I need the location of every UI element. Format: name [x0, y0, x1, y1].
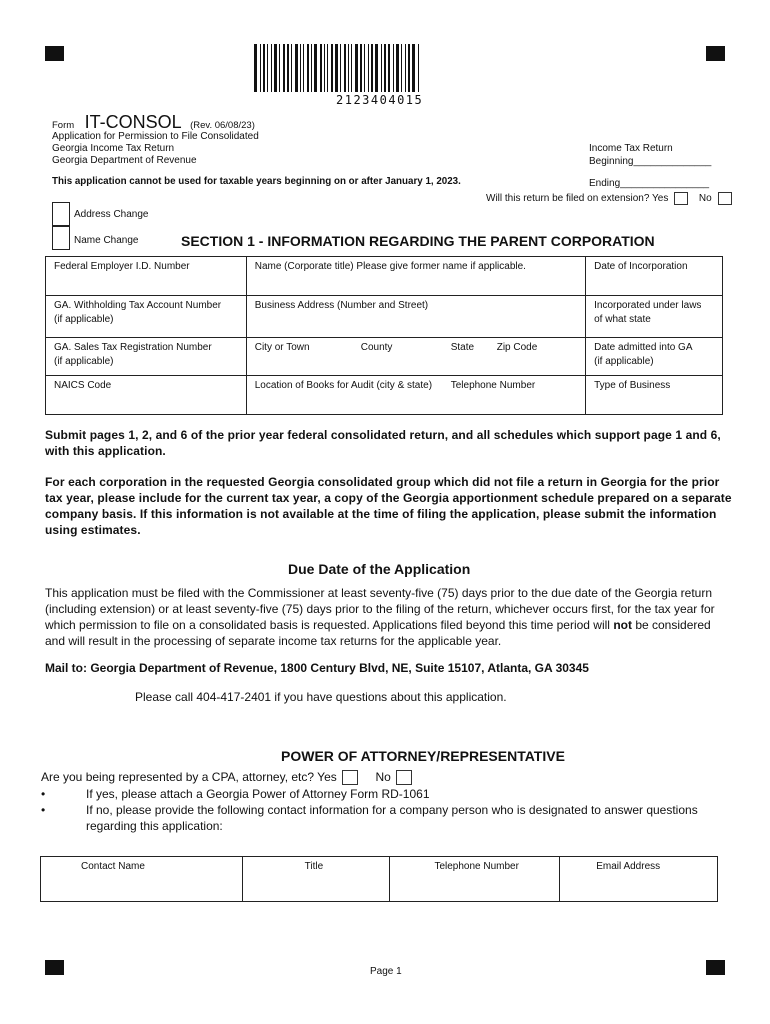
- due-date-body: [45, 585, 731, 649]
- registration-mark-top-right: [706, 46, 725, 61]
- barcode-bar: [314, 44, 317, 92]
- naics-cell[interactable]: [46, 376, 247, 415]
- sales-tax-cell[interactable]: [46, 338, 247, 376]
- barcode-bar: [371, 44, 373, 92]
- barcode-bar: [340, 44, 341, 92]
- title-label: Title: [304, 861, 324, 872]
- description-line-1: Application for Permission to File Consolidated: [52, 131, 259, 142]
- form-label: Form: [52, 120, 75, 131]
- barcode-bar: [300, 44, 301, 92]
- corp-name-label: Name (Corporate title) Please give former name if applicable.: [254, 261, 526, 272]
- barcode-bar: [408, 44, 410, 92]
- poa-bullet-1-text: If yes, please attach a Georgia Power of Attorney Form RD-1061: [86, 787, 430, 801]
- barcode-bar: [311, 44, 312, 92]
- county-label: County: [360, 342, 393, 353]
- address-change-label: Address Change: [74, 209, 149, 220]
- barcode-bar: [279, 44, 280, 92]
- applicability-notice: This application cannot be used for taxable years beginning on or after January 1, 2023.: [52, 176, 461, 187]
- form-title-block: [52, 112, 255, 133]
- barcode-bar: [267, 44, 268, 92]
- representation-yes-checkbox[interactable]: [342, 770, 358, 785]
- city-cell[interactable]: [246, 338, 585, 376]
- barcode-bar: [283, 44, 285, 92]
- barcode-bar: [396, 44, 399, 92]
- description-line-3: Georgia Department of Revenue: [52, 155, 197, 166]
- submit-instructions: Submit pages 1, 2, and 6 of the prior year federal consolidated return, and all schedules which support page 1 and 6, with this application.: [45, 428, 721, 458]
- barcode-bar: [303, 44, 304, 92]
- form-name: IT-CONSOL: [84, 112, 182, 132]
- barcode-bar: [381, 44, 382, 92]
- extension-question-text: Will this return be filed on extension? Yes: [486, 193, 669, 205]
- withholding-cell[interactable]: [46, 296, 247, 338]
- contact-phone: Please call 404-417-2401 if you have questions about this application.: [135, 690, 507, 704]
- barcode-bar: [271, 44, 272, 92]
- books-location-label: Location of Books for Audit (city & state): [254, 380, 433, 391]
- barcode-bar: [320, 44, 322, 92]
- barcode-bar: [405, 44, 406, 92]
- barcode-bar: [287, 44, 289, 92]
- barcode-bar: [331, 44, 333, 92]
- description-line-2: Georgia Income Tax Return: [52, 143, 175, 154]
- section1-title: SECTION 1 - INFORMATION REGARDING THE PARENT CORPORATION: [181, 233, 655, 249]
- incorp-state-label: Incorporated under laws of what state: [594, 300, 702, 325]
- business-type-label: Type of Business: [594, 380, 671, 391]
- due-date-heading: Due Date of the Application: [288, 561, 471, 577]
- city-label: City or Town: [254, 342, 310, 353]
- fein-cell[interactable]: [46, 257, 247, 296]
- barcode-bar: [393, 44, 394, 92]
- beginning-field[interactable]: Beginning______________: [589, 156, 712, 167]
- state-label: State: [450, 342, 475, 353]
- barcode-bar: [335, 44, 338, 92]
- page-number: Page 1: [370, 966, 402, 977]
- address-cell[interactable]: [246, 296, 585, 338]
- barcode-bar: [254, 44, 257, 92]
- bullet-marker-2: •: [41, 803, 46, 817]
- barcode-bar: [351, 44, 352, 92]
- barcode-bar: [260, 44, 261, 92]
- tax-period-block: [589, 143, 711, 190]
- representation-question: [41, 769, 412, 785]
- barcode-bar: [368, 44, 369, 92]
- barcode-bar: [384, 44, 386, 92]
- telephone-cell[interactable]: [390, 857, 560, 902]
- registration-mark-bottom-left: [45, 960, 64, 975]
- poa-bullet-2: [41, 802, 731, 833]
- poa-bullet-2-text: If no, please provide the following contact information for a company person who is designated to answer questions regarding this application:: [86, 803, 698, 833]
- income-tax-return-label: Income Tax Return: [589, 143, 673, 154]
- barcode-bar: [401, 44, 402, 92]
- barcode-bar: [412, 44, 415, 92]
- registration-mark-top-left: [45, 46, 64, 61]
- due-date-text-2: be considered and will result in the processing of separate income tax returns for the applicable year.: [45, 618, 711, 648]
- zip-label: Zip Code: [496, 342, 538, 353]
- barcode-bar: [355, 44, 358, 92]
- name-change-checkbox[interactable]: [52, 226, 70, 250]
- barcode-bar: [307, 44, 309, 92]
- incorp-state-cell[interactable]: [586, 296, 723, 338]
- registration-mark-bottom-right: [706, 960, 725, 975]
- barcode-bar: [360, 44, 362, 92]
- sales-tax-label: GA. Sales Tax Registration Number (if applicable): [54, 342, 212, 367]
- poa-heading: POWER OF ATTORNEY/REPRESENTATIVE: [281, 748, 565, 764]
- representation-no-label: No: [375, 770, 391, 784]
- due-date-not: not: [613, 618, 632, 632]
- extension-no-checkbox[interactable]: [718, 192, 732, 205]
- extension-no-label: No: [698, 193, 712, 205]
- parent-corp-table: [45, 256, 723, 415]
- corp-name-cell[interactable]: [246, 257, 585, 296]
- contact-table: [40, 856, 718, 902]
- barcode-bar: [364, 44, 365, 92]
- business-type-cell[interactable]: [586, 376, 723, 415]
- mailing-address: Mail to: Georgia Department of Revenue, 1800 Century Blvd, NE, Suite 15107, Atlanta, GA 30345: [45, 661, 589, 675]
- barcode-bar: [388, 44, 390, 92]
- barcode-bar: [324, 44, 325, 92]
- title-cell[interactable]: [242, 857, 390, 902]
- barcode-bar: [263, 44, 265, 92]
- barcode-bar: [418, 44, 419, 92]
- form-description: [52, 131, 259, 167]
- email-label: Email Address: [596, 861, 661, 872]
- fein-label: Federal Employer I.D. Number: [54, 261, 190, 272]
- barcode-bar: [327, 44, 328, 92]
- representation-no-checkbox[interactable]: [396, 770, 412, 785]
- withholding-label: GA. Withholding Tax Account Number (if applicable): [54, 300, 222, 325]
- barcode-bar: [375, 44, 378, 92]
- address-change-checkbox[interactable]: [52, 202, 70, 226]
- naics-label: NAICS Code: [54, 380, 112, 391]
- barcode-number: 2123404015: [336, 93, 424, 107]
- each-corporation-instructions: For each corporation in the requested Georgia consolidated group which did not file a return in Georgia for the prior tax year, please include for the current tax year, a copy of the Georgia apportionment schedule prepared on a separate company basis. If this information is not available at the time of filing the application, please submit the information using estimates.: [45, 475, 732, 537]
- barcode-bar: [348, 44, 349, 92]
- form-revision: (Rev. 06/08/23): [190, 120, 255, 131]
- barcode-bar: [344, 44, 346, 92]
- extension-question: [486, 192, 732, 205]
- address-label: Business Address (Number and Street): [254, 300, 429, 311]
- poa-bullet-1: [41, 786, 731, 802]
- ga-admitted-cell[interactable]: [586, 338, 723, 376]
- books-location-cell[interactable]: [246, 376, 585, 415]
- barcode-bar: [295, 44, 298, 92]
- ending-field[interactable]: Ending________________: [589, 178, 710, 189]
- extension-yes-checkbox[interactable]: [674, 192, 688, 205]
- email-cell[interactable]: [560, 857, 718, 902]
- ga-admitted-label: Date admitted into GA (if applicable): [594, 342, 693, 367]
- barcode-bar: [291, 44, 292, 92]
- contact-name-cell[interactable]: [41, 857, 243, 902]
- incorp-date-label: Date of Incorporation: [594, 261, 688, 272]
- name-change-label: Name Change: [74, 235, 139, 246]
- representation-question-text: Are you being represented by a CPA, attorney, etc? Yes: [41, 770, 337, 784]
- telephone-label: Telephone Number: [450, 380, 536, 391]
- telephone-number-label: Telephone Number: [434, 861, 519, 872]
- bullet-marker-1: •: [41, 787, 46, 801]
- contact-name-label: Contact Name: [81, 861, 145, 872]
- incorp-date-cell[interactable]: [586, 257, 723, 296]
- barcode: [254, 44, 421, 92]
- barcode-bar: [274, 44, 277, 92]
- due-date-text-1: This application must be filed with the Commissioner at least seventy-five (75) days prior to the due date of the Georgia return (including extension) or at least seventy-five (75) days prior to the filing of the return, whichever occurs first, for the tax year for which permission to file on a consolidated basis is requested. Applications filed beyond this time period will: [45, 586, 715, 632]
